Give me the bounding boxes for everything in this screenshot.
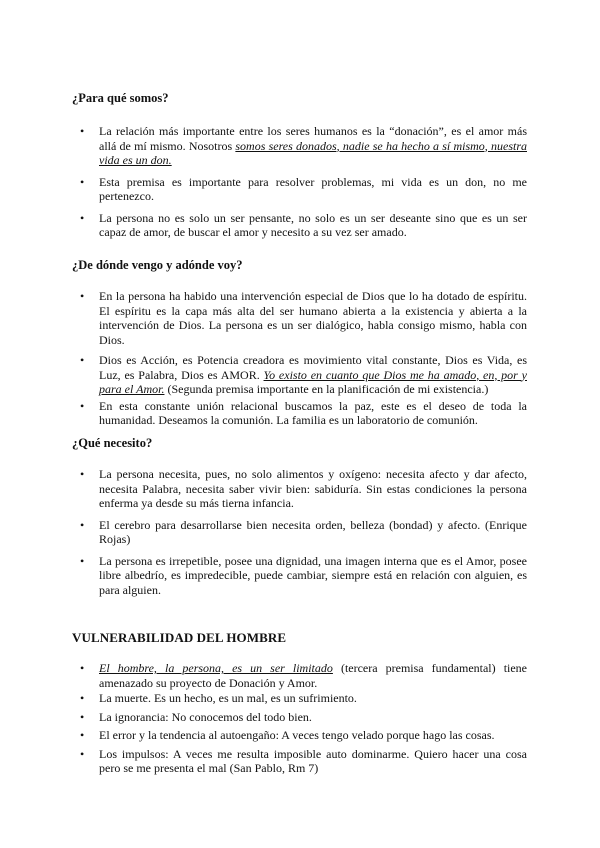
list-item (0, 728, 527, 743)
bullet-icon: • (80, 353, 85, 367)
bullet-list-que-necesito (0, 467, 600, 597)
list-item-text: En la persona ha habido una intervención especial de Dios que lo ha dotado de espíritu. El espíritu es la capa más alta del ser humano abierta a la existencia y abierta a la intervención de Dios. La persona es un ser dialógico, habla consigo mismo, habla con Dios. (99, 289, 527, 347)
list-item-text: El error y la tendencia al autoengaño: A veces tengo velado porque hago las cosas. (99, 728, 495, 742)
list-item (0, 518, 527, 547)
bullet-icon: • (80, 691, 85, 705)
bullet-icon: • (80, 289, 85, 303)
list-item-text: La muerte. Es un hecho, es un mal, es un sufrimiento. (99, 691, 357, 705)
bullet-list-vulnerabilidad (0, 661, 600, 776)
bullet-list-de-donde-vengo (0, 289, 600, 428)
bullet-icon: • (80, 467, 85, 481)
section-heading-que-necesito: ¿Qué necesito? (72, 436, 153, 450)
bullet-icon: • (80, 210, 85, 225)
list-item-text: Los impulsos: A veces me resulta imposible auto dominarme. Quiero hacer una cosa pero se me presenta el mal (San Pablo, Rm 7) (99, 746, 527, 775)
section-heading-para-que-somos: ¿Para qué somos? (72, 91, 169, 105)
list-item (0, 691, 527, 706)
section-heading-vulnerabilidad: VULNERABILIDAD DEL HOMBRE (72, 630, 287, 645)
list-item (0, 467, 527, 511)
list-item-emphasis: somos seres donados, nadie se ha hecho a sí mismo, nuestra vida es un don. (99, 138, 527, 167)
list-item-text: La ignorancia: No conocemos del todo bien. (99, 709, 312, 724)
list-item (0, 661, 527, 690)
bullet-icon: • (80, 661, 85, 675)
list-item-text: En esta constante unión relacional buscamos la paz, este es el deseo de toda la humanidad. Deseamos la comunión. La familia es un laboratorio de comunión. (99, 398, 527, 427)
list-item-emphasis: Yo existo en cuanto que Dios me ha amado, en, por y para el Amor. (99, 367, 527, 396)
section-heading-de-donde-vengo: ¿De dónde vengo y adónde voy? (72, 258, 243, 272)
bullet-icon: • (80, 398, 85, 413)
list-item (0, 289, 527, 347)
list-item (0, 710, 527, 725)
bullet-list-para-que-somos (0, 124, 600, 240)
list-item-text-after: (Segunda premisa importante en la planificación de mi existencia.) (164, 382, 489, 396)
list-item (0, 353, 527, 397)
list-item-text: La persona no es solo un ser pensante, no solo es un ser deseante sino que es un ser capaz de amor, de buscar el amor y necesito a su vez ser amado. (99, 210, 527, 239)
bullet-icon: • (80, 174, 85, 189)
bullet-icon: • (80, 728, 85, 742)
list-item-emphasis: El hombre, la persona, es un ser limitado (99, 661, 333, 675)
bullet-icon: • (80, 517, 85, 532)
bullet-icon: • (80, 709, 85, 724)
list-item-text: La relación más importante entre los seres humanos es la “donación”, es el amor más allá de mí mismo. Nosotros (99, 124, 527, 153)
bullet-icon: • (80, 746, 85, 761)
list-item-text: La persona necesita, pues, no solo alimentos y oxígeno: necesita afecto y dar afecto, necesita Palabra, necesita saber vivir bien: sabiduría. Sin estas condiciones la persona enferma ya desde su más tierna infancia. (99, 467, 527, 510)
list-item (0, 554, 527, 598)
list-item-text: La persona es irrepetible, posee una dignidad, una imagen interna que es el Amor, posee libre albedrío, es impredecible, puede cambiar, siempre está en relación con alguien, es para alguien. (99, 553, 527, 597)
list-item (0, 124, 527, 168)
list-item-text-after: (tercera premisa fundamental) tiene amenazado su proyecto de Donación y Amor. (99, 661, 528, 690)
bullet-icon: • (80, 124, 85, 138)
list-item-text: Esta premisa es importante para resolver problemas, mi vida es un don, no me pertenezco. (99, 174, 527, 203)
list-item-text: Dios es Acción, es Potencia creadora es movimiento vital constante, Dios es Vida, es Luz, es Palabra, Dios es AMOR. (99, 353, 527, 382)
list-item (0, 175, 527, 204)
list-item (0, 747, 527, 776)
list-item (0, 399, 527, 428)
bullet-icon: • (80, 553, 85, 568)
list-item-text: El cerebro para desarrollarse bien necesita orden, belleza (bondad) y afecto. (Enrique Rojas) (99, 517, 527, 546)
list-item (0, 211, 527, 240)
